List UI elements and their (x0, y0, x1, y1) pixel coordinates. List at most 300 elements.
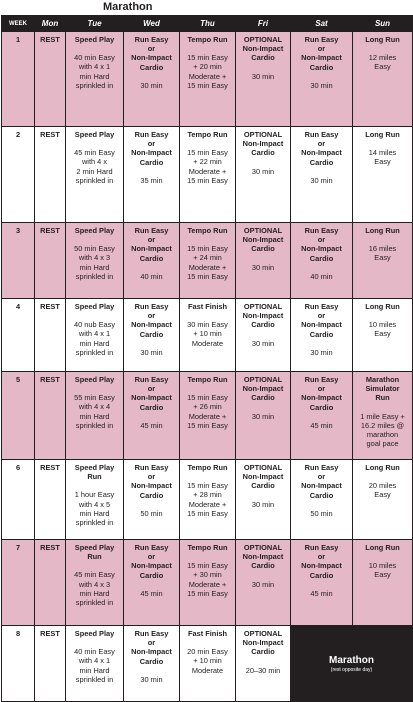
workout-detail: 30 min (310, 347, 333, 357)
header-wed: Wed (124, 16, 180, 32)
workout-title: Non-Impact (131, 647, 172, 657)
tue-workout-cell (66, 372, 124, 460)
workout-title: Simulator (365, 384, 400, 394)
thu-workout-cell (180, 460, 236, 540)
workout-detail: 1 mile Easy + (360, 411, 405, 421)
sun-workout-cell (353, 372, 413, 460)
workout-title: Non-Impact (242, 552, 284, 562)
workout-detail: Easy (374, 253, 391, 263)
workout-detail: 12 miles (368, 53, 397, 63)
thu-workout-cell (180, 223, 236, 299)
workout-title: or (317, 472, 326, 482)
workout-title: Non-Impact (301, 148, 342, 158)
workout-detail: sprinkled in (75, 598, 114, 608)
workout-detail: min Hard (79, 411, 110, 421)
workout-title: Long Run (365, 463, 400, 472)
mon-cell (35, 460, 66, 540)
workout-title: Non-Impact (301, 53, 342, 63)
workout-title: or (147, 44, 156, 54)
wed-workout-cell (124, 626, 180, 702)
week-number-cell (2, 540, 35, 626)
rest-label: REST (40, 463, 60, 472)
workout-title: or (147, 552, 156, 562)
workout-title: Cardio (139, 62, 164, 72)
workout-detail: goal pace (366, 439, 399, 449)
workout-detail: 40 min (310, 271, 333, 281)
workout-detail: sprinkled in (75, 347, 114, 357)
workout-title: Cardio (139, 656, 164, 666)
header-week: WEEK (2, 16, 35, 32)
mon-cell (35, 127, 66, 223)
workout-detail: 15 min Easy (187, 561, 228, 571)
workout-title: Run Easy (304, 463, 339, 472)
workout-detail: + 30 min (193, 570, 222, 580)
workout-detail: Easy (374, 157, 391, 167)
workout-title: Tempo Run (187, 543, 228, 552)
workout-detail: Easy (374, 62, 391, 72)
workout-title: Run Easy (134, 226, 169, 235)
race-subtitle: (rest opposite day) (330, 666, 373, 673)
week-number: 7 (15, 543, 21, 552)
workout-detail: 30 min (251, 262, 275, 272)
workout-detail: with 4 x 3 (78, 253, 111, 263)
workout-detail: 15 min Easy (187, 148, 228, 158)
workout-title: Cardio (251, 561, 275, 571)
workout-detail: + 10 min (193, 656, 222, 666)
sat-workout-cell (291, 223, 353, 299)
workout-title: or (317, 235, 326, 245)
header-tue: Tue (66, 16, 124, 32)
workout-detail: 15 min Easy (187, 175, 228, 185)
workout-detail: 35 min (140, 175, 163, 185)
workout-title: OPTIONAL (243, 35, 283, 44)
wed-workout-cell (124, 223, 180, 299)
week-row (2, 32, 413, 127)
thu-workout-cell (180, 626, 236, 702)
workout-detail: Easy (374, 570, 391, 580)
race-title: Marathon (329, 654, 374, 666)
workout-title: Fast Finish (187, 629, 227, 638)
workout-detail: Moderate + (188, 411, 227, 421)
rest-label: REST (40, 302, 60, 311)
workout-detail: 30 min (140, 674, 163, 684)
sun-workout-cell (353, 32, 413, 127)
workout-detail: 30 min (251, 499, 275, 509)
workout-title: Cardio (251, 393, 275, 403)
workout-detail: 30 min (310, 80, 333, 90)
workout-detail: Moderate + (188, 579, 227, 589)
workout-detail: min Hard (79, 262, 110, 272)
workout-title: or (317, 552, 326, 562)
week-number: 8 (15, 629, 21, 638)
workout-title: Long Run (365, 302, 400, 311)
workout-detail: 15 min Easy (187, 271, 228, 281)
workout-detail: sprinkled in (75, 420, 114, 430)
workout-detail: 45 min (310, 588, 333, 598)
tue-workout-cell (66, 127, 124, 223)
workout-detail: sprinkled in (75, 80, 114, 90)
workout-title: Speed Play (74, 130, 115, 139)
week-row (2, 372, 413, 460)
workout-title: Non-Impact (131, 481, 172, 491)
workout-detail: min Hard (79, 71, 110, 81)
workout-detail: 16 miles (368, 244, 397, 254)
week-number: 2 (15, 130, 21, 139)
workout-title: Speed Play (74, 375, 115, 384)
workout-title: or (317, 139, 326, 149)
workout-title: Non-Impact (301, 561, 342, 571)
workout-detail: 45 min Easy (74, 570, 115, 580)
workout-detail: Moderate + (188, 71, 227, 81)
workout-title: or (147, 311, 156, 321)
workout-title: Cardio (139, 253, 164, 263)
workout-title: Tempo Run (187, 463, 228, 472)
workout-detail: + 22 min (193, 157, 222, 167)
workout-title: OPTIONAL (243, 302, 283, 311)
workout-title: Cardio (251, 148, 275, 158)
workout-detail: with 4 x 1 (78, 62, 111, 72)
workout-detail: 40 min Easy (74, 647, 115, 657)
week-number-cell (2, 223, 35, 299)
workout-detail: Moderate + (188, 262, 227, 272)
workout-title: Run Easy (304, 130, 339, 139)
workout-title: Run Easy (134, 543, 169, 552)
schedule-table (1, 15, 413, 702)
workout-detail: 20–30 min (245, 665, 281, 675)
workout-title: or (317, 384, 326, 394)
workout-title: OPTIONAL (243, 543, 283, 552)
wed-workout-cell (124, 299, 180, 372)
mon-cell (35, 299, 66, 372)
workout-detail: 30 min (140, 347, 163, 357)
week-row (2, 460, 413, 540)
workout-title: Non-Impact (131, 393, 172, 403)
week-number-cell (2, 626, 35, 702)
workout-title: Speed Play (74, 463, 115, 472)
workout-title: OPTIONAL (243, 226, 283, 235)
workout-title: Cardio (139, 490, 164, 500)
tue-workout-cell (66, 223, 124, 299)
workout-detail: 30 min (251, 579, 275, 589)
week-number-cell (2, 32, 35, 127)
tue-workout-cell (66, 626, 124, 702)
workout-detail: Easy (374, 490, 391, 500)
header-thu: Thu (180, 16, 236, 32)
wed-workout-cell (124, 127, 180, 223)
workout-detail: 15 min Easy (187, 244, 228, 254)
workout-title: Cardio (139, 402, 164, 412)
mon-cell (35, 540, 66, 626)
workout-detail: with 4 x (81, 157, 108, 167)
workout-title: Run Easy (134, 629, 169, 638)
workout-title: Tempo Run (187, 375, 228, 384)
workout-title: Non-Impact (242, 638, 284, 648)
workout-title: OPTIONAL (243, 629, 283, 638)
header-sun: Sun (353, 16, 413, 32)
workout-detail: Moderate (191, 338, 224, 348)
workout-detail: 16.2 miles @ (360, 420, 405, 430)
workout-title: Cardio (251, 481, 275, 491)
workout-title: Run Easy (134, 463, 169, 472)
tue-workout-cell (66, 540, 124, 626)
week-number-cell (2, 127, 35, 223)
workout-title: OPTIONAL (243, 375, 283, 384)
workout-detail: + 28 min (193, 490, 222, 500)
workout-title: Cardio (309, 402, 334, 412)
workout-detail: 50 min (310, 508, 333, 518)
workout-detail: 30 min (310, 175, 333, 185)
workout-title: or (147, 384, 156, 394)
workout-title: Non-Impact (301, 244, 342, 254)
workout-detail: 45 min (140, 420, 163, 430)
workout-title: Speed Play (74, 35, 115, 44)
workout-detail: Moderate + (188, 166, 227, 176)
sun-workout-cell (353, 223, 413, 299)
workout-title: Run Easy (304, 375, 339, 384)
rest-label: REST (40, 35, 60, 44)
fri-workout-cell (236, 460, 291, 540)
week-number-cell (2, 372, 35, 460)
workout-title: Non-Impact (301, 393, 342, 403)
workout-detail: 15 min Easy (187, 393, 228, 403)
workout-title: Non-Impact (301, 481, 342, 491)
workout-title: Speed Play (74, 629, 115, 638)
workout-detail: 20 min Easy (187, 647, 228, 657)
schedule-body (2, 32, 413, 702)
workout-detail: sprinkled in (75, 175, 114, 185)
workout-detail: 40 min (140, 271, 163, 281)
workout-title: OPTIONAL (243, 463, 283, 472)
workout-title: Run Easy (134, 35, 169, 44)
workout-title: Non-Impact (131, 320, 172, 330)
workout-detail: min Hard (79, 665, 110, 675)
tue-workout-cell (66, 460, 124, 540)
sun-workout-cell (353, 540, 413, 626)
thu-workout-cell (180, 299, 236, 372)
workout-title: Run (87, 472, 102, 482)
week-number: 3 (15, 226, 21, 235)
sun-workout-cell (353, 460, 413, 540)
workout-detail: 15 min Easy (187, 508, 228, 518)
tue-workout-cell (66, 299, 124, 372)
workout-title: Cardio (309, 570, 334, 580)
workout-title: Cardio (139, 570, 164, 580)
workout-title: Cardio (251, 320, 275, 330)
workout-detail: with 4 x 3 (78, 579, 111, 589)
workout-detail: min Hard (79, 508, 110, 518)
workout-title: Run Easy (304, 226, 339, 235)
fri-workout-cell (236, 223, 291, 299)
workout-detail: 30 min (251, 338, 275, 348)
workout-detail: Moderate (191, 665, 224, 675)
workout-title: OPTIONAL (243, 130, 283, 139)
mon-cell (35, 372, 66, 460)
workout-title: Run (87, 552, 102, 562)
sun-workout-cell (353, 127, 413, 223)
workout-title: Run Easy (304, 302, 339, 311)
header-sat: Sat (291, 16, 353, 32)
workout-title: or (147, 235, 156, 245)
workout-title: or (147, 472, 156, 482)
workout-detail: 15 min Easy (187, 420, 228, 430)
mon-cell (35, 32, 66, 127)
workout-title: Non-Impact (242, 311, 284, 321)
header-mon: Mon (35, 16, 66, 32)
workout-detail: min Hard (79, 338, 110, 348)
workout-title: Long Run (365, 35, 400, 44)
workout-title: Cardio (251, 244, 275, 254)
workout-title: Cardio (309, 490, 334, 500)
workout-detail: 15 min Easy (187, 80, 228, 90)
workout-detail: + 24 min (193, 253, 222, 263)
wed-workout-cell (124, 540, 180, 626)
week-row (2, 540, 413, 626)
workout-title: Speed Play (74, 226, 115, 235)
workout-title: Tempo Run (187, 35, 228, 44)
sun-workout-cell (353, 299, 413, 372)
workout-title: Non-Impact (301, 320, 342, 330)
workout-detail: 55 min Easy (74, 393, 115, 403)
workout-title: Fast Finish (187, 302, 227, 311)
workout-title: Cardio (309, 329, 334, 339)
workout-title: or (147, 139, 156, 149)
workout-detail: 30 min Easy (187, 320, 228, 330)
week-row (2, 127, 413, 223)
workout-detail: with 4 x 5 (78, 499, 111, 509)
workout-title: Run Easy (134, 375, 169, 384)
workout-title: Speed Play (74, 543, 115, 552)
workout-title: or (317, 44, 326, 54)
workout-title: Non-Impact (242, 139, 284, 149)
workout-detail: 30 min (251, 411, 275, 421)
rest-label: REST (40, 375, 60, 384)
tue-workout-cell (66, 32, 124, 127)
workout-title: Long Run (365, 130, 400, 139)
sat-workout-cell (291, 460, 353, 540)
fri-workout-cell (236, 127, 291, 223)
wed-workout-cell (124, 460, 180, 540)
week-number: 6 (15, 463, 21, 472)
workout-title: Cardio (309, 157, 334, 167)
week-number-cell (2, 460, 35, 540)
sat-workout-cell (291, 32, 353, 127)
workout-title: Run Easy (304, 35, 339, 44)
rest-label: REST (40, 130, 60, 139)
workout-title: Cardio (139, 329, 164, 339)
fri-workout-cell (236, 626, 291, 702)
workout-title: Non-Impact (131, 148, 172, 158)
week-row (2, 626, 413, 702)
thu-workout-cell (180, 32, 236, 127)
workout-detail: Moderate + (188, 499, 227, 509)
workout-title: Non-Impact (131, 561, 172, 571)
workout-detail: 20 miles (368, 481, 397, 491)
workout-title: Non-Impact (131, 244, 172, 254)
workout-detail: 14 miles (368, 148, 397, 158)
workout-title: Tempo Run (187, 226, 228, 235)
workout-detail: 2 min Hard (76, 166, 113, 176)
header-row (2, 16, 413, 32)
workout-detail: 15 min Easy (187, 53, 228, 63)
workout-detail: with 4 x 1 (78, 329, 111, 339)
sat-workout-cell (291, 127, 353, 223)
mon-cell (35, 223, 66, 299)
wed-workout-cell (124, 372, 180, 460)
workout-title: Long Run (365, 226, 400, 235)
wed-workout-cell (124, 32, 180, 127)
workout-title: Non-Impact (242, 472, 284, 482)
workout-detail: with 4 x 4 (78, 402, 111, 412)
workout-detail: 10 miles (368, 320, 397, 330)
workout-title: Cardio (251, 647, 275, 657)
thu-workout-cell (180, 127, 236, 223)
workout-title: or (317, 311, 326, 321)
week-row (2, 299, 413, 372)
workout-detail: 50 min (140, 508, 163, 518)
workout-detail: 10 miles (368, 561, 397, 571)
workout-title: Marathon (365, 375, 400, 384)
workout-title: Run Easy (134, 130, 169, 139)
workout-title: Non-Impact (242, 44, 284, 54)
fri-workout-cell (236, 540, 291, 626)
workout-detail: 30 min (140, 80, 163, 90)
workout-title: Long Run (365, 543, 400, 552)
workout-title: Non-Impact (242, 235, 284, 245)
workout-title: or (147, 638, 156, 648)
workout-detail: sprinkled in (75, 674, 114, 684)
workout-title: Non-Impact (131, 53, 172, 63)
header-fri: Fri (236, 16, 291, 32)
sat-workout-cell (291, 299, 353, 372)
rest-label: REST (40, 543, 60, 552)
workout-title: Cardio (139, 157, 164, 167)
workout-title: Non-Impact (242, 384, 284, 394)
week-number: 4 (15, 302, 21, 311)
rest-label: REST (40, 629, 60, 638)
workout-detail: 40 min Easy (74, 53, 115, 63)
workout-detail: marathon (366, 430, 399, 440)
rest-label: REST (40, 226, 60, 235)
workout-detail: 15 min Easy (187, 588, 228, 598)
workout-detail: sprinkled in (75, 271, 114, 281)
workout-detail: 45 min Easy (74, 148, 115, 158)
workout-detail: 30 min (251, 166, 275, 176)
week-row (2, 223, 413, 299)
workout-detail: min Hard (79, 588, 110, 598)
week-number: 1 (15, 35, 21, 44)
workout-detail: 45 min (140, 588, 163, 598)
sat-workout-cell (291, 540, 353, 626)
workout-title: Run Easy (304, 543, 339, 552)
race-day-cell (291, 626, 413, 702)
workout-detail: Easy (374, 329, 391, 339)
workout-detail: with 4 x 1 (78, 656, 111, 666)
workout-detail: 40 nub Easy (73, 320, 116, 330)
workout-detail: + 26 min (193, 402, 222, 412)
workout-title: Tempo Run (187, 130, 228, 139)
workout-detail: sprinkled in (75, 518, 114, 528)
fri-workout-cell (236, 32, 291, 127)
workout-detail: 15 min Easy (187, 481, 228, 491)
workout-detail: 45 min (310, 420, 333, 430)
workout-title: Cardio (309, 253, 334, 263)
workout-title: Cardio (309, 62, 334, 72)
week-number-cell (2, 299, 35, 372)
workout-detail: 30 min (251, 71, 275, 81)
workout-title: Speed Play (74, 302, 115, 311)
workout-detail: + 20 min (193, 62, 222, 72)
fri-workout-cell (236, 372, 291, 460)
